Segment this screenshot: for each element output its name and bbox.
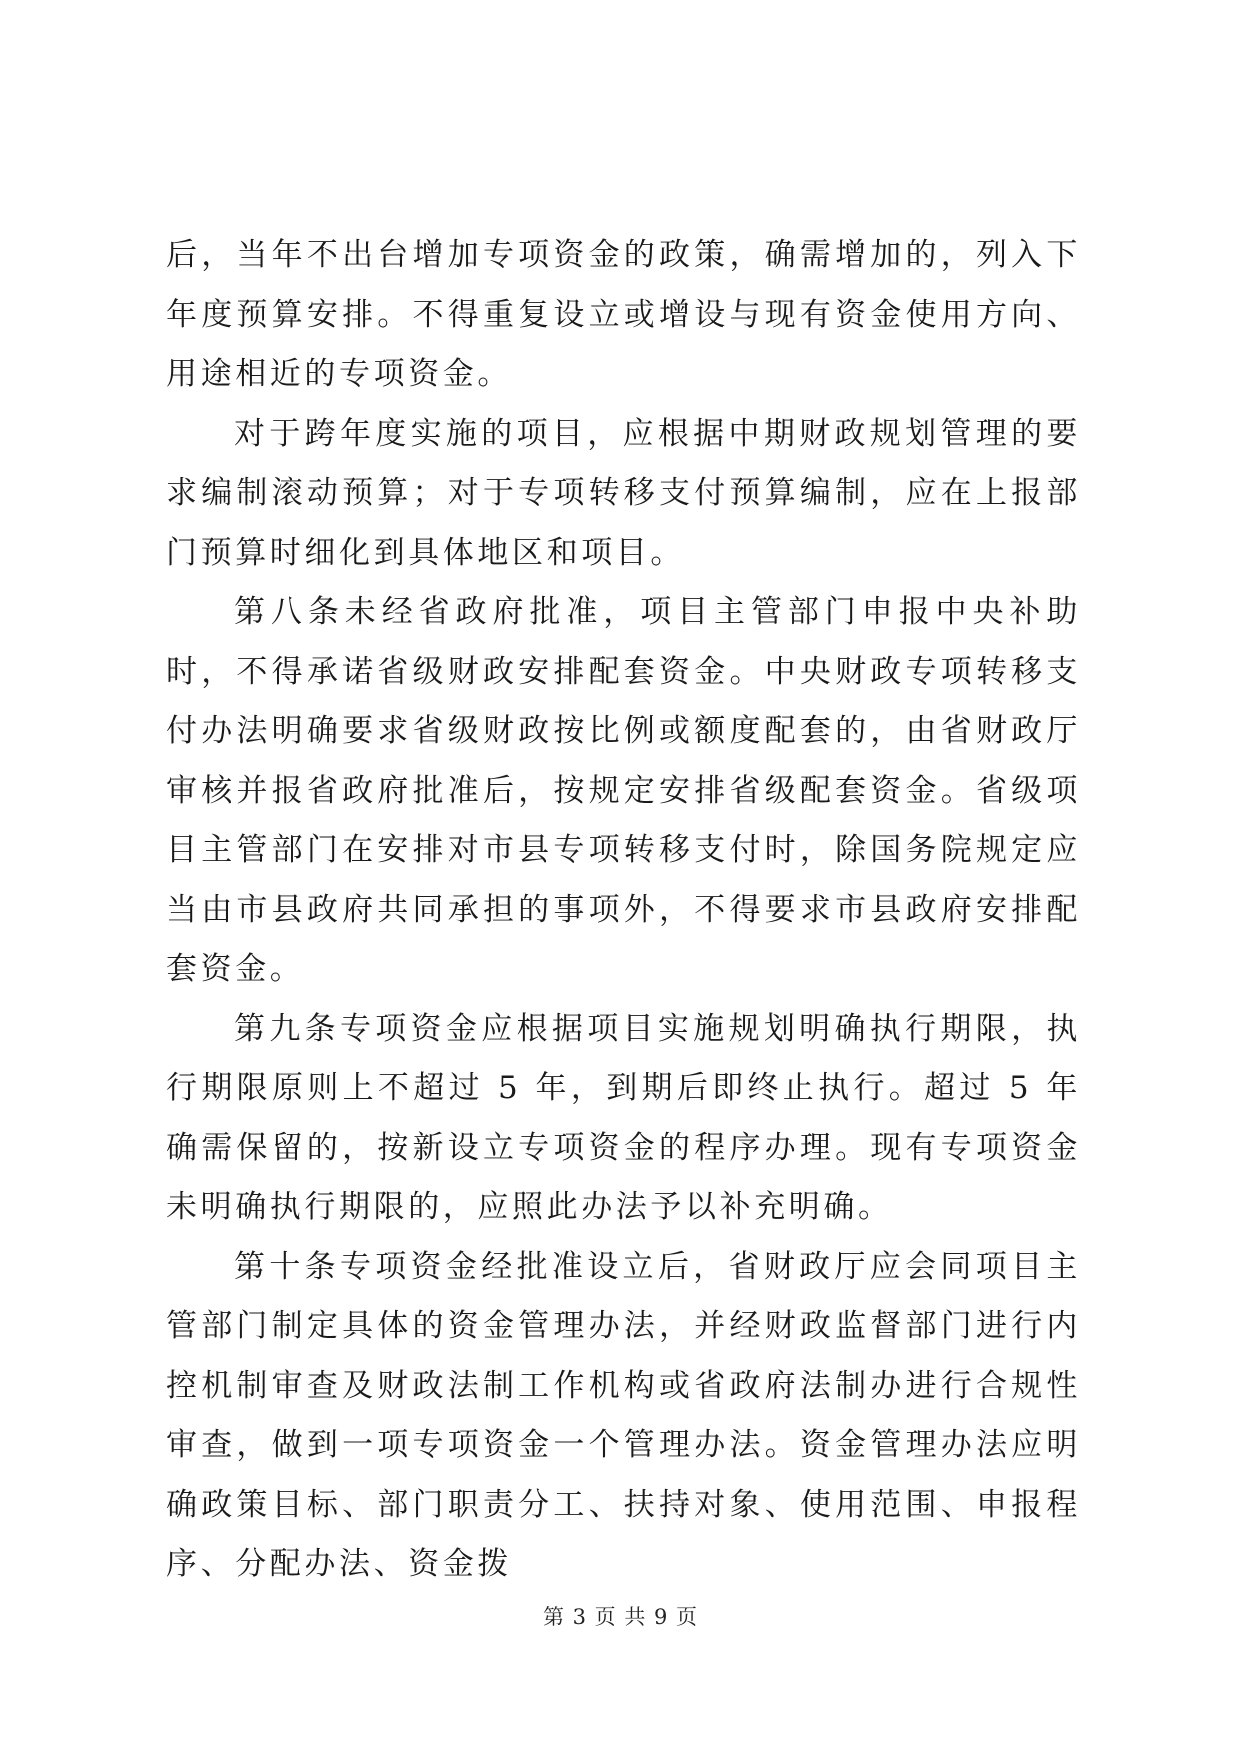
paragraph-article-10: 第十条专项资金经批准设立后，省财政厅应会同项目主管部门制定具体的资金管理办法，并经财政监督部门进行内控机制审查及财政法制工作机构或省政府法制办进行合规性审查，做到一项专项资金一个管理办法。资金管理办法应明确政策目标、部门职责分工、扶持对象、使用范围、申报程序、分配办法、资金拨: [166, 1248, 1081, 1582]
document-body: [166, 226, 1081, 1595]
page-number-footer: 第 3 页 共 9 页: [542, 1605, 699, 1629]
paragraph-article-8: 第八条未经省政府批准，项目主管部门申报中央补助时，不得承诺省级财政安排配套资金。中央财政专项转移支付办法明确要求省级财政按比例或额度配套的，由省财政厅审核并报省政府批准后，按规定安排省级配套资金。省级项目主管部门在安排对市县专项转移支付时，除国务院规定应当由市县政府共同承担的事项外，不得要求市县政府安排配套资金。: [166, 594, 1081, 987]
paragraph-article-9: 第九条专项资金应根据项目实施规划明确执行期限，执行期限原则上不超过 5 年，到期后即终止执行。超过 5 年确需保留的，按新设立专项资金的程序办理。现有专项资金未明确执行期限的，应照此办法予以补充明确。: [166, 1010, 1081, 1225]
paragraph-continuation: 后，当年不出台增加专项资金的政策，确需增加的，列入下年度预算安排。不得重复设立或增设与现有资金使用方向、用途相近的专项资金。: [166, 237, 1081, 392]
paragraph-cross-year-projects: 对于跨年度实施的项目，应根据中期财政规划管理的要求编制滚动预算；对于专项转移支付预算编制，应在上报部门预算时细化到具体地区和项目。: [166, 415, 1081, 571]
